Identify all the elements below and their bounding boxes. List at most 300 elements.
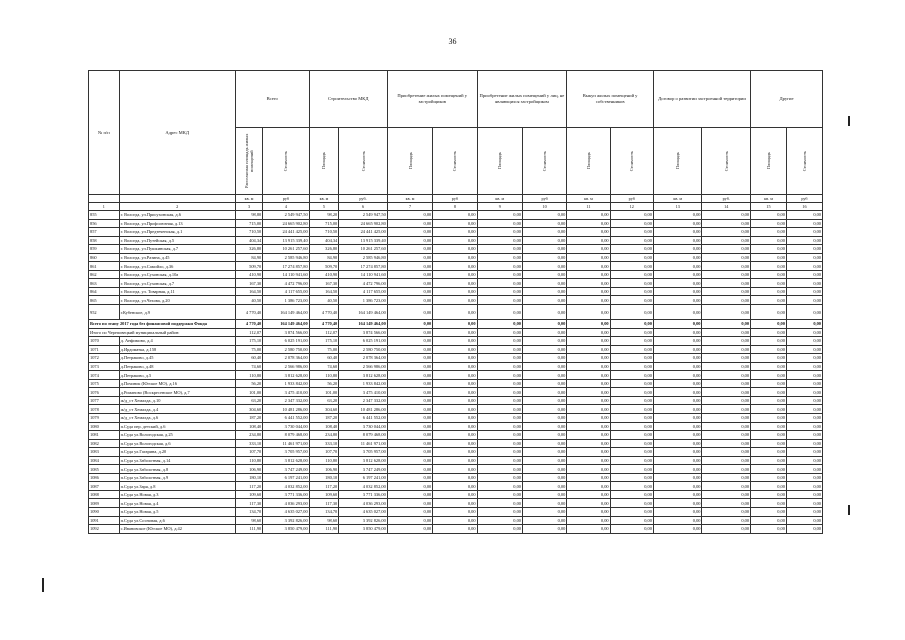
row-zero-value: 0,00 — [751, 396, 787, 405]
row-zero-value: 0,00 — [387, 371, 432, 380]
row-cost-construction: 3 771 336,00 — [339, 490, 388, 499]
row-address: ж/д_ст Хемалда, д.10 — [119, 396, 235, 405]
row-zero-value: 0,00 — [786, 516, 822, 525]
row-number: 862 — [89, 270, 120, 279]
row-area-construction: 410,90 — [309, 270, 339, 279]
row-cost-construction: 13 915 339,40 — [339, 236, 388, 245]
table-row — [89, 262, 823, 271]
row-zero-value: 0,00 — [786, 287, 822, 296]
summary-row — [89, 328, 823, 337]
row-area-construction: 109,60 — [309, 490, 339, 499]
row-zero-value: 0,00 — [610, 473, 653, 482]
row-zero-value: 0,00 — [610, 490, 653, 499]
row-cost-construction: 17 274 857,80 — [339, 262, 388, 271]
table-row — [89, 228, 823, 237]
row-zero-value: 0,00 — [653, 448, 702, 457]
row-zero-value: 0,00 — [702, 422, 751, 431]
row-cost-total: 11 461 971,00 — [263, 439, 309, 448]
row-area-total: 110,80 — [235, 371, 262, 380]
row-address: п.Суда ул.Вологодская, д.25 — [119, 431, 235, 440]
row-zero-value: 0,00 — [522, 219, 566, 228]
header-cost: Стоимость — [433, 128, 477, 195]
row-zero-value: 0,00 — [387, 388, 432, 397]
row-zero-value: 0,00 — [653, 473, 702, 482]
row-zero-value: 0,00 — [653, 270, 702, 279]
row-zero-value: 0,00 — [702, 396, 751, 405]
row-zero-value: 0,00 — [387, 473, 432, 482]
row-zero-value: 0,00 — [522, 516, 566, 525]
row-zero-value: 0,00 — [610, 482, 653, 491]
row-zero-value: 0,00 — [702, 236, 751, 245]
row-zero-value: 0,00 — [610, 211, 653, 220]
col-number: 12 — [610, 203, 653, 211]
row-cost-total: 2 078 364,00 — [263, 354, 309, 363]
col-number: 5 — [309, 203, 339, 211]
row-number: 1092 — [89, 525, 120, 534]
row-zero-value: 0,00 — [433, 396, 477, 405]
row-zero-value: 0,00 — [522, 405, 566, 414]
unit-cell: руб. — [702, 195, 751, 203]
row-area-total: 56,20 — [235, 379, 262, 388]
row-area-total: 109,60 — [235, 490, 262, 499]
row-area-construction: 509,70 — [309, 262, 339, 271]
row-number: 1086 — [89, 473, 120, 482]
row-zero-value: 0,00 — [522, 473, 566, 482]
header-area: Площадь — [567, 128, 610, 195]
row-area-total: 333,10 — [235, 439, 262, 448]
row-area-construction: 101,00 — [309, 388, 339, 397]
row-zero-value: 0,00 — [786, 262, 822, 271]
row-zero-value: 0,00 — [387, 253, 432, 262]
row-zero-value: 0,00 — [567, 245, 610, 254]
row-zero-value: 0,00 — [610, 439, 653, 448]
row-zero-value: 0,00 — [653, 499, 702, 508]
row-zero-value: 0,00 — [433, 362, 477, 371]
table-row — [89, 296, 823, 305]
unit-cell: кв. м — [567, 195, 610, 203]
row-area-total: 234,80 — [235, 431, 262, 440]
row-zero-value: 0,00 — [567, 431, 610, 440]
row-zero-value: 0,00 — [387, 525, 432, 534]
table-row — [89, 345, 823, 354]
row-zero-value: 0,00 — [433, 388, 477, 397]
row-area-construction: 106,90 — [309, 465, 339, 474]
row-zero-value: 0,00 — [387, 516, 432, 525]
row-zero-value: 0,00 — [477, 211, 522, 220]
table-row — [89, 287, 823, 296]
row-address: д.Ирдоматка, д.158 — [119, 345, 235, 354]
row-zero-value: 0,00 — [433, 422, 477, 431]
table-body — [89, 211, 823, 534]
row-area-total: 106,90 — [235, 465, 262, 474]
col-number: 14 — [702, 203, 751, 211]
col-number: 13 — [653, 203, 702, 211]
row-area-construction: 710,50 — [309, 228, 339, 237]
row-zero-value: 0,00 — [477, 396, 522, 405]
table-row — [89, 305, 823, 320]
row-zero-value: 0,00 — [702, 525, 751, 534]
summary-cost-total: 3 874 566,00 — [263, 328, 309, 337]
row-zero-value: 0,00 — [610, 413, 653, 422]
row-zero-value: 0,00 — [610, 379, 653, 388]
row-zero-value: 0,00 — [786, 499, 822, 508]
row-cost-construction: 3 705 957,00 — [339, 448, 388, 457]
row-cost-total: 3 730 044,00 — [263, 422, 309, 431]
row-area-total: 410,90 — [235, 270, 262, 279]
row-zero-value: 0,00 — [702, 499, 751, 508]
resettlement-table — [88, 70, 823, 534]
row-zero-value: 0,00 — [702, 296, 751, 305]
table-row — [89, 362, 823, 371]
col-number: 3 — [235, 203, 262, 211]
summary-zero-value: 0,00 — [653, 328, 702, 337]
row-zero-value: 0,00 — [433, 439, 477, 448]
header-group-non-developers: Приобретение жилых помещений у лиц, не являющихся застройщиком — [477, 71, 567, 128]
header-area-resettled: Расселяемая площадь жилых помещений — [235, 128, 262, 195]
row-zero-value: 0,00 — [433, 405, 477, 414]
row-zero-value: 0,00 — [610, 371, 653, 380]
row-zero-value: 0,00 — [433, 354, 477, 363]
row-zero-value: 0,00 — [610, 253, 653, 262]
table-row — [89, 245, 823, 254]
summary-zero-value: 0,00 — [477, 320, 522, 329]
row-zero-value: 0,00 — [433, 219, 477, 228]
col-number: 1 — [89, 203, 120, 211]
row-zero-value: 0,00 — [751, 236, 787, 245]
row-cost-construction: 24 441 425,00 — [339, 228, 388, 237]
col-number: 7 — [387, 203, 432, 211]
row-address: д.Петраково, д.48 — [119, 362, 235, 371]
row-zero-value: 0,00 — [751, 508, 787, 517]
row-address: г. Вологда, ул.Самойло, д.36 — [119, 262, 235, 271]
row-zero-value: 0,00 — [751, 337, 787, 346]
row-zero-value: 0,00 — [477, 465, 522, 474]
row-address: п.Суда ул.Вологодская, д.6 — [119, 439, 235, 448]
row-zero-value: 0,00 — [610, 499, 653, 508]
row-zero-value: 0,00 — [751, 262, 787, 271]
row-area-total: 111,90 — [235, 525, 262, 534]
row-number: 952 — [89, 305, 120, 320]
row-zero-value: 0,00 — [387, 354, 432, 363]
row-cost-total: 4 117 655,00 — [263, 287, 309, 296]
table-row — [89, 422, 823, 431]
row-zero-value: 0,00 — [653, 431, 702, 440]
row-area-construction: 164,50 — [309, 287, 339, 296]
row-zero-value: 0,00 — [653, 396, 702, 405]
row-area-construction: 98,60 — [309, 516, 339, 525]
row-area-construction: 74,60 — [309, 362, 339, 371]
row-area-total: 101,00 — [235, 388, 262, 397]
row-zero-value: 0,00 — [786, 296, 822, 305]
row-cost-total: 3 771 336,00 — [263, 490, 309, 499]
row-address: г. Вологда, ул.Пушкинская, д.7 — [119, 245, 235, 254]
row-zero-value: 0,00 — [477, 499, 522, 508]
row-zero-value: 0,00 — [477, 287, 522, 296]
row-zero-value: 0,00 — [387, 362, 432, 371]
row-zero-value: 0,00 — [477, 296, 522, 305]
row-area-total: 75,00 — [235, 345, 262, 354]
row-area-construction: 60,40 — [309, 354, 339, 363]
row-zero-value: 0,00 — [786, 482, 822, 491]
row-number: 1070 — [89, 337, 120, 346]
row-zero-value: 0,00 — [477, 279, 522, 288]
summary-zero-value: 0,00 — [653, 320, 702, 329]
row-zero-value: 0,00 — [522, 525, 566, 534]
row-zero-value: 0,00 — [567, 371, 610, 380]
row-cost-total: 6 441 552,00 — [263, 413, 309, 422]
row-zero-value: 0,00 — [567, 354, 610, 363]
row-zero-value: 0,00 — [653, 253, 702, 262]
summary-zero-value: 0,00 — [522, 320, 566, 329]
row-zero-value: 0,00 — [477, 405, 522, 414]
header-no: № п/п — [89, 71, 120, 195]
row-number: 1074 — [89, 371, 120, 380]
row-zero-value: 0,00 — [786, 405, 822, 414]
row-zero-value: 0,00 — [567, 508, 610, 517]
row-area-total: 167,30 — [235, 279, 262, 288]
header-units-row — [89, 195, 823, 203]
row-area-construction: 56,20 — [309, 379, 339, 388]
row-cost-total: 10 261 257,60 — [263, 245, 309, 254]
row-zero-value: 0,00 — [786, 279, 822, 288]
table-row — [89, 211, 823, 220]
row-zero-value: 0,00 — [702, 379, 751, 388]
row-cost-total: 3 705 957,00 — [263, 448, 309, 457]
row-zero-value: 0,00 — [567, 279, 610, 288]
row-zero-value: 0,00 — [702, 473, 751, 482]
row-zero-value: 0,00 — [653, 508, 702, 517]
col-number: 9 — [477, 203, 522, 211]
row-zero-value: 0,00 — [610, 396, 653, 405]
row-zero-value: 0,00 — [477, 490, 522, 499]
row-zero-value: 0,00 — [751, 219, 787, 228]
row-zero-value: 0,00 — [751, 405, 787, 414]
row-cost-construction: 6 441 552,00 — [339, 413, 388, 422]
row-number: 861 — [89, 262, 120, 271]
row-zero-value: 0,00 — [387, 465, 432, 474]
row-cost-total: 2 585 946,80 — [263, 253, 309, 262]
row-zero-value: 0,00 — [786, 219, 822, 228]
row-zero-value: 0,00 — [702, 362, 751, 371]
col-number: 2 — [119, 203, 235, 211]
row-area-total: 107,70 — [235, 448, 262, 457]
row-zero-value: 0,00 — [387, 431, 432, 440]
row-zero-value: 0,00 — [653, 465, 702, 474]
summary-zero-value: 0,00 — [433, 328, 477, 337]
summary-zero-value: 0,00 — [477, 328, 522, 337]
row-cost-total: 24 665 902,80 — [263, 219, 309, 228]
table-row — [89, 448, 823, 457]
row-zero-value: 0,00 — [477, 305, 522, 320]
row-zero-value: 0,00 — [433, 508, 477, 517]
row-area-construction: 404,34 — [309, 236, 339, 245]
row-address: д.Починок (Югское МО), д.16 — [119, 379, 235, 388]
row-zero-value: 0,00 — [751, 345, 787, 354]
row-address: г. Вологда, ул.Разина, д.45 — [119, 253, 235, 262]
row-zero-value: 0,00 — [751, 287, 787, 296]
row-zero-value: 0,00 — [653, 490, 702, 499]
row-zero-value: 0,00 — [387, 296, 432, 305]
row-zero-value: 0,00 — [433, 236, 477, 245]
header-cost: Стоимость — [610, 128, 653, 195]
row-zero-value: 0,00 — [387, 422, 432, 431]
row-zero-value: 0,00 — [653, 362, 702, 371]
table-row — [89, 388, 823, 397]
row-area-total: 326,80 — [235, 245, 262, 254]
row-area-construction: 175,10 — [309, 337, 339, 346]
row-zero-value: 0,00 — [702, 456, 751, 465]
row-zero-value: 0,00 — [786, 473, 822, 482]
row-zero-value: 0,00 — [477, 354, 522, 363]
row-zero-value: 0,00 — [567, 337, 610, 346]
row-zero-value: 0,00 — [433, 465, 477, 474]
header-area: Площадь — [477, 128, 522, 195]
row-zero-value: 0,00 — [653, 296, 702, 305]
row-zero-value: 0,00 — [477, 439, 522, 448]
row-area-total: 180,10 — [235, 473, 262, 482]
table-row — [89, 405, 823, 414]
table-row — [89, 270, 823, 279]
row-cost-construction: 10 261 257,60 — [339, 245, 388, 254]
summary-label: Всего по этапу 2017 года без финансовой поддержки Фонда — [89, 320, 236, 329]
row-zero-value: 0,00 — [610, 354, 653, 363]
row-zero-value: 0,00 — [610, 448, 653, 457]
row-zero-value: 0,00 — [387, 270, 432, 279]
row-address: п.Суда ул.Заболотная, д.9 — [119, 473, 235, 482]
row-cost-construction: 2 347 332,00 — [339, 396, 388, 405]
row-zero-value: 0,00 — [751, 371, 787, 380]
col-number: 6 — [339, 203, 388, 211]
row-zero-value: 0,00 — [653, 354, 702, 363]
row-zero-value: 0,00 — [522, 362, 566, 371]
row-address: д.Романово (Воскресенское МО), д.7 — [119, 388, 235, 397]
row-zero-value: 0,00 — [702, 270, 751, 279]
row-zero-value: 0,00 — [786, 508, 822, 517]
row-zero-value: 0,00 — [610, 279, 653, 288]
table-row — [89, 499, 823, 508]
table-row — [89, 490, 823, 499]
row-zero-value: 0,00 — [522, 337, 566, 346]
summary-area-total: 4 770,40 — [235, 320, 262, 329]
row-zero-value: 0,00 — [477, 379, 522, 388]
row-area-construction: 107,70 — [309, 448, 339, 457]
table-row — [89, 279, 823, 288]
resettlement-table-container — [88, 70, 823, 534]
row-address: г. Вологда, ул.Сухонская, д.10а — [119, 270, 235, 279]
row-zero-value: 0,00 — [786, 228, 822, 237]
header-address: Адрес МКД — [119, 71, 235, 195]
row-area-total: 117,20 — [235, 482, 262, 491]
row-zero-value: 0,00 — [522, 422, 566, 431]
row-area-construction: 304,60 — [309, 405, 339, 414]
row-zero-value: 0,00 — [702, 431, 751, 440]
row-cost-construction: 1 386 723,00 — [339, 296, 388, 305]
row-zero-value: 0,00 — [702, 279, 751, 288]
row-zero-value: 0,00 — [786, 448, 822, 457]
row-zero-value: 0,00 — [702, 219, 751, 228]
unit-cell: руб — [786, 195, 822, 203]
row-zero-value: 0,00 — [522, 371, 566, 380]
table-row — [89, 413, 823, 422]
unit-cell: кв. м — [751, 195, 787, 203]
row-zero-value: 0,00 — [477, 362, 522, 371]
row-zero-value: 0,00 — [387, 219, 432, 228]
row-zero-value: 0,00 — [387, 405, 432, 414]
row-number: 856 — [89, 219, 120, 228]
row-zero-value: 0,00 — [433, 516, 477, 525]
row-area-construction: 117,30 — [309, 499, 339, 508]
row-zero-value: 0,00 — [567, 422, 610, 431]
row-cost-construction: 14 110 941,60 — [339, 270, 388, 279]
row-area-total: 175,10 — [235, 337, 262, 346]
row-cost-construction: 6 025 191,00 — [339, 337, 388, 346]
row-zero-value: 0,00 — [477, 525, 522, 534]
row-zero-value: 0,00 — [702, 388, 751, 397]
row-zero-value: 0,00 — [567, 525, 610, 534]
table-row — [89, 516, 823, 525]
row-zero-value: 0,00 — [751, 388, 787, 397]
row-zero-value: 0,00 — [653, 482, 702, 491]
table-row — [89, 396, 823, 405]
row-zero-value: 0,00 — [433, 279, 477, 288]
row-number: 1090 — [89, 508, 120, 517]
row-zero-value: 0,00 — [522, 448, 566, 457]
row-zero-value: 0,00 — [433, 287, 477, 296]
row-zero-value: 0,00 — [702, 287, 751, 296]
row-cost-total: 8 079 468,00 — [263, 431, 309, 440]
row-area-total: 715,00 — [235, 219, 262, 228]
row-zero-value: 0,00 — [567, 413, 610, 422]
row-zero-value: 0,00 — [702, 405, 751, 414]
row-area-total: 710,50 — [235, 228, 262, 237]
unit-cell: руб — [522, 195, 566, 203]
row-zero-value: 0,00 — [786, 371, 822, 380]
row-cost-construction: 4 117 655,00 — [339, 287, 388, 296]
row-cost-total: 164 149 464,00 — [263, 305, 309, 320]
row-zero-value: 0,00 — [522, 354, 566, 363]
row-number: 1085 — [89, 465, 120, 474]
row-area-total: 110,80 — [235, 456, 262, 465]
row-zero-value: 0,00 — [702, 245, 751, 254]
row-cost-construction: 3 747 249,00 — [339, 465, 388, 474]
summary-zero-value: 0,00 — [702, 320, 751, 329]
row-zero-value: 0,00 — [786, 236, 822, 245]
row-area-construction: 167,30 — [309, 279, 339, 288]
row-address: с.Ивановское (Югское МО), д.42 — [119, 525, 235, 534]
row-zero-value: 0,00 — [610, 337, 653, 346]
row-zero-value: 0,00 — [702, 413, 751, 422]
row-zero-value: 0,00 — [610, 405, 653, 414]
row-number: 860 — [89, 253, 120, 262]
header-group-construction: Строительство МКД — [309, 71, 387, 128]
row-address: г. Вологда, ул.Присухонская, д.6 — [119, 211, 235, 220]
row-zero-value: 0,00 — [786, 396, 822, 405]
row-zero-value: 0,00 — [567, 490, 610, 499]
row-zero-value: 0,00 — [433, 270, 477, 279]
table-row — [89, 431, 823, 440]
row-cost-construction: 2 566 986,00 — [339, 362, 388, 371]
row-zero-value: 0,00 — [751, 465, 787, 474]
row-address: п.Суда ул.Заболотная, д.8 — [119, 465, 235, 474]
row-area-construction: 84,90 — [309, 253, 339, 262]
row-number: 865 — [89, 296, 120, 305]
summary-zero-value: 0,00 — [786, 320, 822, 329]
row-zero-value: 0,00 — [786, 337, 822, 346]
row-zero-value: 0,00 — [522, 396, 566, 405]
row-area-total: 74,60 — [235, 362, 262, 371]
row-number: 855 — [89, 211, 120, 220]
row-zero-value: 0,00 — [387, 456, 432, 465]
